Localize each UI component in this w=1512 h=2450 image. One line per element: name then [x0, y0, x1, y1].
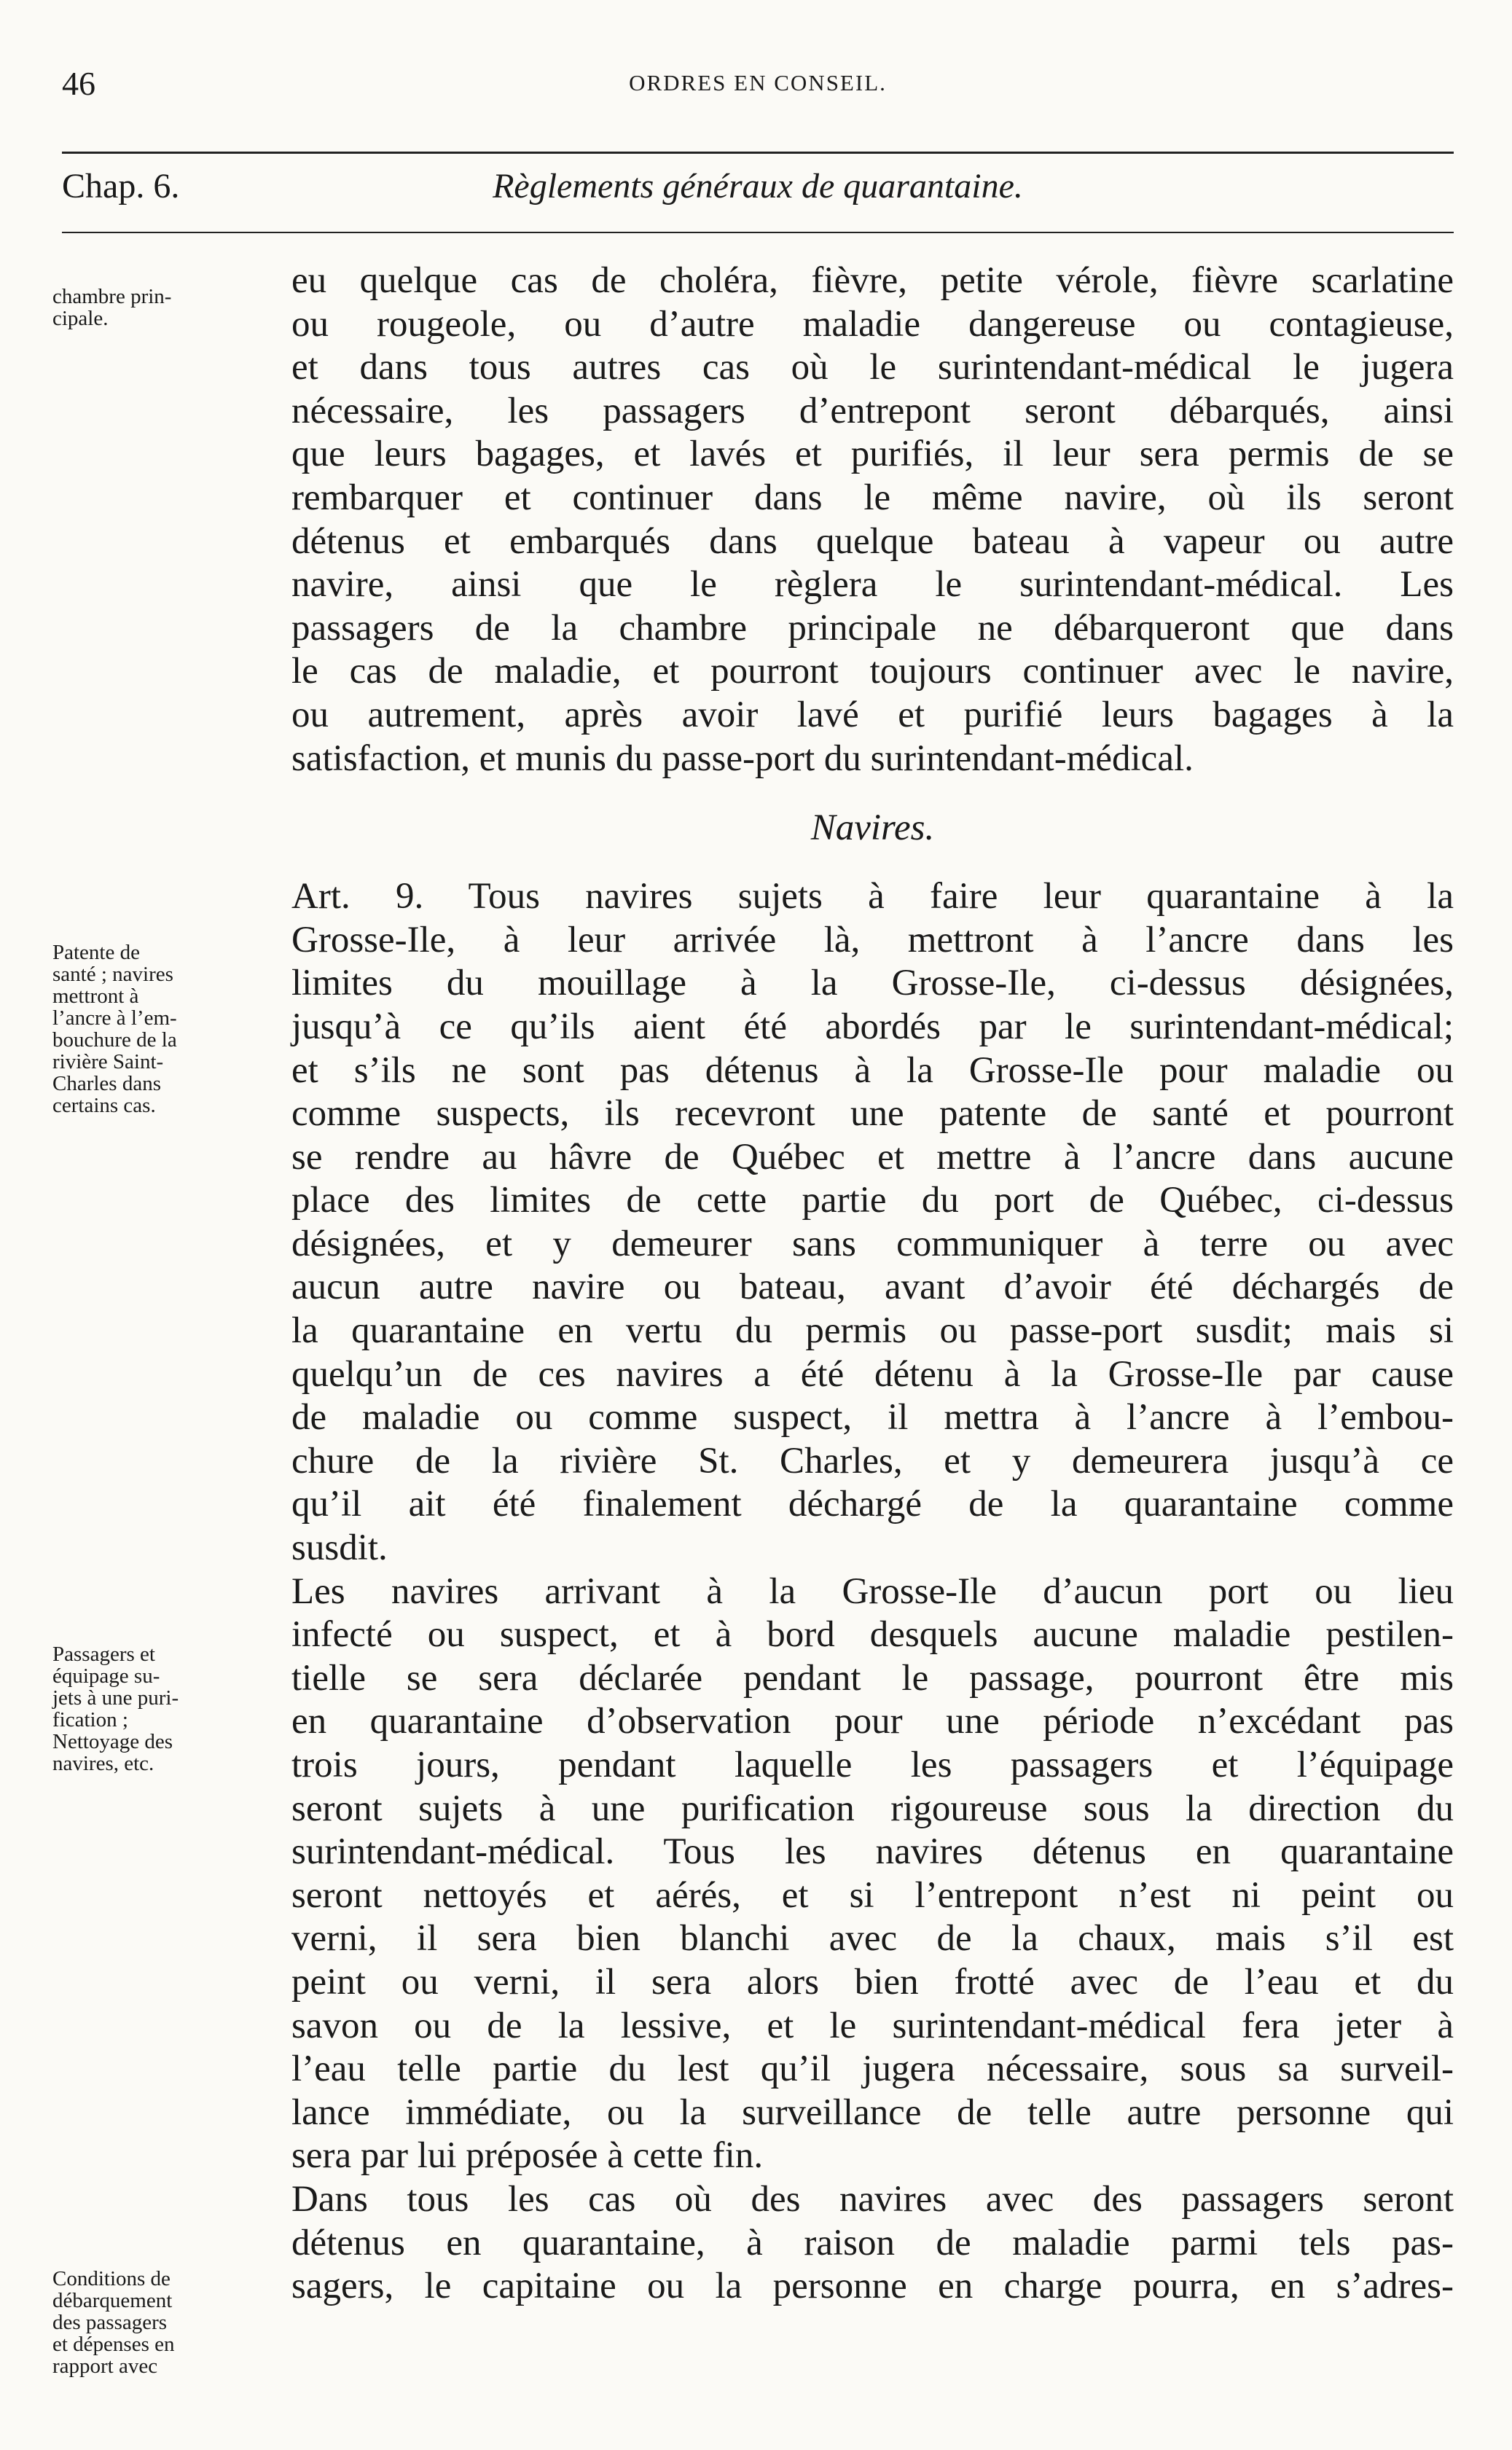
- body-line: Dans tous les cas où des navires avec des passagers seront: [291, 2178, 1454, 2220]
- body-line: l’eau telle partie du lest qu’il jugera nécessaire, sous sa surveil-: [291, 2048, 1454, 2090]
- margin-note-line: et dépenses en: [52, 2333, 175, 2356]
- body-line: infecté ou suspect, et à bord desquels aucune maladie pestilen-: [291, 1614, 1454, 1656]
- margin-note-line: santé ; navires: [52, 963, 173, 986]
- body-line: le cas de maladie, et pourront toujours continuer avec le navire,: [291, 651, 1454, 692]
- body-text: [291, 259, 1454, 2309]
- body-line: eu quelque cas de choléra, fièvre, petite vérole, fièvre scarlatine: [291, 260, 1454, 301]
- body-line: jusqu’à ce qu’ils aient été abordés par le surintendant-médical;: [291, 1006, 1454, 1047]
- body-line: peint ou verni, il sera alors bien frotté avec de l’eau et du: [291, 1961, 1454, 2003]
- body-line: place des limites de cette partie du port de Québec, ci-dessus: [291, 1180, 1454, 1221]
- body-line: qu’il ait été finalement déchargé de la quarantaine comme: [291, 1484, 1454, 1525]
- body-line: désignées, et y demeurer sans communiquer à terre ou avec: [291, 1223, 1454, 1264]
- body-line: Grosse-Ile, à leur arrivée là, mettront à l’ancre dans les: [291, 919, 1454, 960]
- margin-note-line: Nettoyage des: [52, 1730, 173, 1753]
- margin-note-line: jets à une puri-: [52, 1686, 179, 1710]
- margin-note-line: mettront à: [52, 985, 139, 1008]
- margin-note: [52, 1643, 284, 1774]
- body-line: limites du mouillage à la Grosse-Ile, ci-dessus désignées,: [291, 963, 1454, 1004]
- body-line: satisfaction, et munis du passe-port du surintendant-médical.: [291, 737, 1194, 779]
- body-line: et dans tous autres cas où le surintendant-médical le jugera: [291, 347, 1454, 388]
- margin-note-line: des passagers: [52, 2311, 168, 2334]
- running-title: ORDRES EN CONSEIL.: [629, 70, 887, 95]
- margin-note-line: certains cas.: [52, 1094, 156, 1117]
- body-line: se rendre au hâvre de Québec et mettre à l’ancre dans aucune: [291, 1136, 1454, 1178]
- body-line: lance immédiate, ou la surveillance de telle autre personne qui: [291, 2091, 1454, 2133]
- margin-note-line: rivière Saint-: [52, 1050, 164, 1073]
- page-header: [62, 64, 1454, 115]
- body-line: nécessaire, les passagers d’entrepont seront débarqués, ainsi: [291, 390, 1454, 431]
- margin-note: [52, 2268, 284, 2377]
- chapter-title: Règlements généraux de quarantaine.: [493, 167, 1023, 206]
- margin-note-line: Patente de: [52, 941, 140, 964]
- body-line: détenus en quarantaine, à raison de maladie parmi tels pas-: [291, 2222, 1454, 2263]
- margin-note-line: débarquement: [52, 2289, 173, 2312]
- body-line: la quarantaine en vertu du permis ou passe-port susdit; mais si: [291, 1310, 1454, 1352]
- body-line: seront sujets à une purification rigoureuse sous la direction du: [291, 1788, 1454, 1829]
- body-line: susdit.: [291, 1527, 388, 1569]
- margin-note-line: Passagers et: [52, 1643, 155, 1666]
- section-heading: Navires.: [810, 807, 935, 849]
- body-line: Art. 9. Tous navires sujets à faire leur quarantaine à la: [291, 876, 1454, 917]
- body-line: de maladie ou comme suspect, il mettra à l’ancre à l’embou-: [291, 1397, 1454, 1439]
- body-line: ou autrement, après avoir lavé et purifié leurs bagages à la: [291, 694, 1454, 735]
- chapter-label: Chap. 6.: [62, 167, 180, 206]
- body-line: rembarquer et continuer dans le même navire, où ils seront: [291, 477, 1454, 518]
- body-line: tielle se sera déclarée pendant le passage, pourront être mis: [291, 1657, 1454, 1699]
- margin-note-line: rapport avec: [52, 2355, 158, 2378]
- margin-note-line: fication ;: [52, 1708, 128, 1731]
- margin-note-line: équipage su-: [52, 1664, 160, 1688]
- body-line: trois jours, pendant laquelle les passagers et l’équipage: [291, 1745, 1454, 1785]
- margin-note-line: Conditions de: [52, 2267, 171, 2290]
- body-line: que leurs bagages, et lavés et purifiés, il leur sera permis de se: [291, 434, 1454, 475]
- body-line: savon ou de la lessive, et le surintendant-médical fera jeter à: [291, 2005, 1454, 2046]
- body-line: sagers, le capitaine ou la personne en charge pourra, en s’adres-: [291, 2266, 1454, 2307]
- margin-note-line: cipale.: [52, 307, 109, 330]
- body-line: détenus et embarqués dans quelque bateau à vapeur ou autre: [291, 520, 1454, 562]
- margin-note-line: l’ancre à l’em-: [52, 1006, 177, 1030]
- margin-note: [52, 286, 284, 329]
- body-line: navire, ainsi que le règlera le surintendant-médical. Les: [291, 564, 1454, 606]
- page-number: 46: [62, 65, 95, 102]
- chapter-line: [62, 166, 1454, 217]
- margin-note: [52, 942, 284, 1116]
- margin-note-line: chambre prin-: [52, 285, 172, 308]
- body-line: verni, il sera bien blanchi avec de la chaux, mais s’il est: [291, 1918, 1454, 1960]
- margin-note-line: navires, etc.: [52, 1752, 154, 1775]
- body-line: comme suspects, ils recevront une patente de santé et pourront: [291, 1093, 1454, 1135]
- body-line: passagers de la chambre principale ne débarqueront que dans: [291, 607, 1454, 649]
- body-line: sera par lui préposée à cette fin.: [291, 2135, 764, 2177]
- body-line: quelqu’un de ces navires a été détenu à la Grosse-Ile par cause: [291, 1353, 1454, 1395]
- margin-note-line: bouchure de la: [52, 1028, 177, 1052]
- body-line: surintendant-médical. Tous les navires détenus en quarantaine: [291, 1831, 1454, 1873]
- chapter-rule: [62, 232, 1454, 233]
- body-line: et s’ils ne sont pas détenus à la Grosse-Ile pour maladie ou: [291, 1049, 1454, 1091]
- body-line: seront nettoyés et aérés, et si l’entrepont n’est ni peint ou: [291, 1874, 1454, 1916]
- body-line: chure de la rivière St. Charles, et y demeurera jusqu’à ce: [291, 1440, 1454, 1482]
- body-line: ou rougeole, ou d’autre maladie dangereuse ou contagieuse,: [291, 303, 1454, 345]
- header-rule: [62, 152, 1454, 154]
- body-line: Les navires arrivant à la Grosse-Ile d’aucun port ou lieu: [291, 1570, 1454, 1612]
- body-line: aucun autre navire ou bateau, avant d’avoir été déchargés de: [291, 1267, 1454, 1308]
- margin-note-line: Charles dans: [52, 1072, 161, 1095]
- body-line: en quarantaine d’observation pour une période n’excédant pas: [291, 1701, 1454, 1742]
